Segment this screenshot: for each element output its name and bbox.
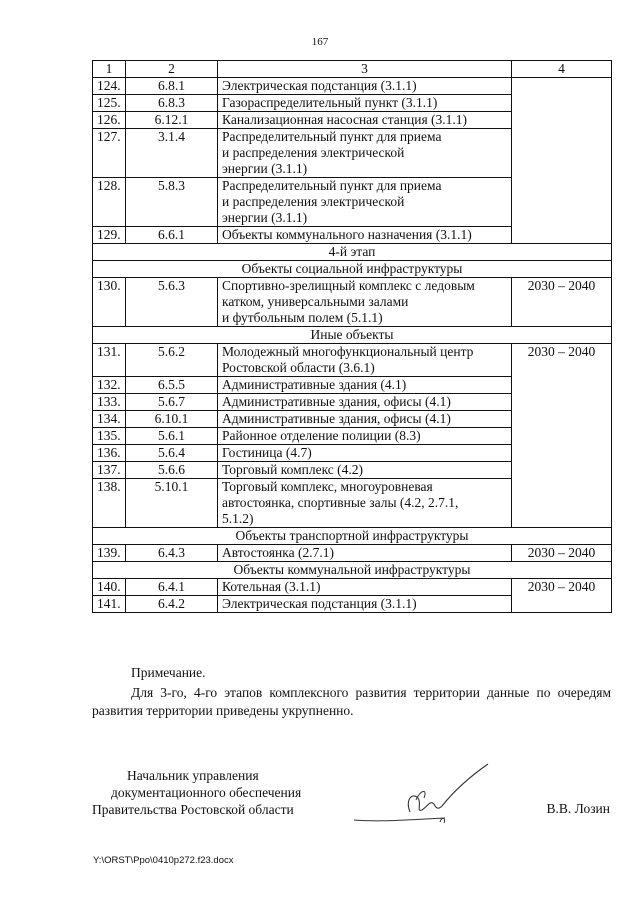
row-period <box>512 78 612 244</box>
row-code: 5.6.7 <box>126 394 218 411</box>
row-name-line: Ростовской области (3.6.1) <box>222 360 375 375</box>
row-name-line: и футбольным полем (5.1.1) <box>222 310 383 325</box>
header-cell: 1 <box>93 61 126 78</box>
row-code: 6.8.3 <box>126 95 218 112</box>
row-name-line: и распределения электрической <box>222 194 405 209</box>
row-name: Административные здания, офисы (4.1) <box>218 394 512 411</box>
row-name: Котельная (3.1.1) <box>218 579 512 596</box>
row-code: 6.6.1 <box>126 227 218 244</box>
row-code: 6.5.5 <box>126 377 218 394</box>
row-name-line: и распределения электрической <box>222 145 405 160</box>
row-name <box>218 278 512 327</box>
row-name-line: катком, универсальными залами <box>222 294 409 309</box>
row-name-line: Молодежный многофункциональный центр <box>222 344 474 359</box>
row-name: Электрическая подстанция (3.1.1) <box>218 596 512 613</box>
row-name <box>218 479 512 528</box>
row-number: 124. <box>93 78 126 95</box>
table-row <box>93 78 612 95</box>
table-row <box>93 579 612 596</box>
row-number: 140. <box>93 579 126 596</box>
row-name: Электрическая подстанция (3.1.1) <box>218 78 512 95</box>
row-name-line: Торговый комплекс, многоуровневая <box>222 479 433 494</box>
table-header-row <box>93 61 612 78</box>
row-name: Газораспределительный пункт (3.1.1) <box>218 95 512 112</box>
row-name: Гостиница (4.7) <box>218 445 512 462</box>
section-title: Объекты коммунальной инфраструктуры <box>93 562 612 579</box>
signer-position <box>92 767 352 818</box>
row-number: 139. <box>93 545 126 562</box>
row-name-line: Распределительный пункт для приема <box>222 129 442 144</box>
row-number: 137. <box>93 462 126 479</box>
row-period: 2030 – 2040 <box>512 579 612 613</box>
row-code: 6.12.1 <box>126 112 218 129</box>
row-code: 6.4.1 <box>126 579 218 596</box>
row-number: 132. <box>93 377 126 394</box>
row-name-line: 5.1.2) <box>222 511 254 526</box>
signer-line: Правительства Ростовской области <box>92 802 294 817</box>
row-number: 126. <box>93 112 126 129</box>
row-name: Автостоянка (2.7.1) <box>218 545 512 562</box>
handwritten-signature <box>350 760 500 830</box>
table-row <box>93 545 612 562</box>
row-name: Канализационная насосная станция (3.1.1) <box>218 112 512 129</box>
section-row <box>93 528 612 545</box>
section-row <box>93 244 612 261</box>
row-number: 131. <box>93 344 126 377</box>
row-code: 6.8.1 <box>126 78 218 95</box>
section-row <box>93 562 612 579</box>
row-name: Районное отделение полиции (8.3) <box>218 428 512 445</box>
row-name <box>218 344 512 377</box>
row-number: 135. <box>93 428 126 445</box>
row-number: 125. <box>93 95 126 112</box>
table-row <box>93 344 612 377</box>
row-name: Объекты коммунального назначения (3.1.1) <box>218 227 512 244</box>
signer-line: Начальник управления <box>127 768 259 783</box>
row-code: 5.6.2 <box>126 344 218 377</box>
row-number: 128. <box>93 178 126 227</box>
header-cell: 3 <box>218 61 512 78</box>
row-code: 6.10.1 <box>126 411 218 428</box>
header-cell: 2 <box>126 61 218 78</box>
header-cell: 4 <box>512 61 612 78</box>
row-name-line: энергии (3.1.1) <box>222 161 308 176</box>
row-name <box>218 129 512 178</box>
row-code: 6.4.2 <box>126 596 218 613</box>
row-code: 5.6.6 <box>126 462 218 479</box>
row-number: 130. <box>93 278 126 327</box>
file-path: Y:\ORST\Ppo\0410p272.f23.docx <box>93 855 234 866</box>
row-name <box>218 178 512 227</box>
row-name: Административные здания (4.1) <box>218 377 512 394</box>
note-text: Для 3-го, 4-го этапов комплексного развития территории данные по очередям развития территории приведены укрупненно. <box>92 685 611 718</box>
row-period: 2030 – 2040 <box>512 278 612 327</box>
row-code: 6.4.3 <box>126 545 218 562</box>
row-name: Административные здания, офисы (4.1) <box>218 411 512 428</box>
signer-name: В.В. Лозин <box>546 801 610 816</box>
row-code: 5.10.1 <box>126 479 218 528</box>
row-code: 3.1.4 <box>126 129 218 178</box>
signer-line: документационного обеспечения <box>111 785 302 800</box>
row-number: 136. <box>93 445 126 462</box>
row-number: 134. <box>93 411 126 428</box>
row-code: 5.6.4 <box>126 445 218 462</box>
table-row <box>93 278 612 327</box>
row-period: 2030 – 2040 <box>512 344 612 528</box>
row-name-line: Спортивно-зрелищный комплекс с ледовым <box>222 278 475 293</box>
row-name-line: энергии (3.1.1) <box>222 210 308 225</box>
section-title: Объекты транспортной инфраструктуры <box>93 528 612 545</box>
objects-table <box>92 60 612 613</box>
row-name-line: автостоянка, спортивные залы (4.2, 2.7.1, <box>222 495 459 510</box>
section-title: 4-й этап <box>93 244 612 261</box>
section-row <box>93 327 612 344</box>
row-code: 5.6.1 <box>126 428 218 445</box>
row-name-line: Распределительный пункт для приема <box>222 178 442 193</box>
section-title: Объекты социальной инфраструктуры <box>93 261 612 278</box>
note-title: Примечание. <box>131 665 206 680</box>
row-period: 2030 – 2040 <box>512 545 612 562</box>
section-row <box>93 261 612 278</box>
row-number: 138. <box>93 479 126 528</box>
page-number: 167 <box>311 36 329 48</box>
row-number: 127. <box>93 129 126 178</box>
section-title: Иные объекты <box>93 327 612 344</box>
row-number: 141. <box>93 596 126 613</box>
row-name: Торговый комплекс (4.2) <box>218 462 512 479</box>
row-number: 133. <box>93 394 126 411</box>
row-number: 129. <box>93 227 126 244</box>
row-code: 5.6.3 <box>126 278 218 327</box>
row-code: 5.8.3 <box>126 178 218 227</box>
